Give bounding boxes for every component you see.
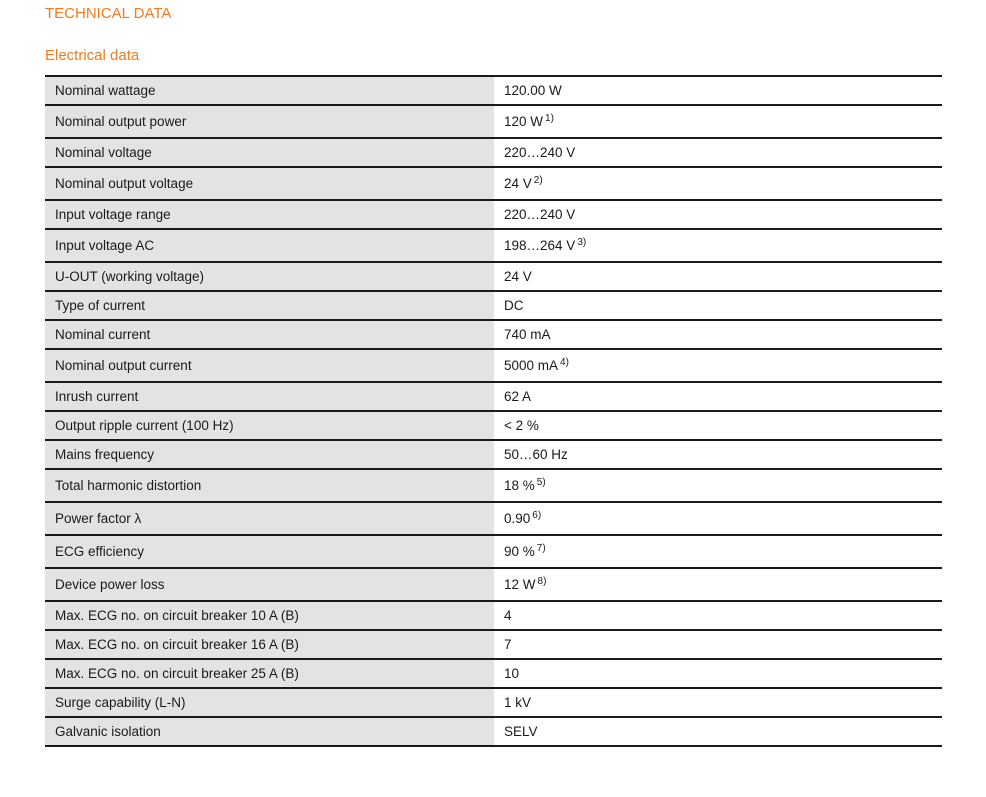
row-value: 0.90 <box>504 511 531 526</box>
footnote-marker: 6) <box>532 510 542 521</box>
row-value: 10 <box>504 666 520 681</box>
table-row <box>45 469 942 502</box>
row-value-cell <box>494 138 942 167</box>
table-row <box>45 138 942 167</box>
document-title: TECHNICAL DATA <box>45 5 172 22</box>
row-label: Nominal output current <box>45 349 494 382</box>
footnote-marker: 7) <box>536 543 546 554</box>
footnote-marker: 3) <box>577 237 587 248</box>
row-value-cell <box>494 502 942 535</box>
table-row <box>45 717 942 746</box>
row-value-cell <box>494 440 942 469</box>
footnote-marker: 4) <box>560 357 569 368</box>
row-value: 220…240 V <box>504 207 576 222</box>
row-value-cell <box>494 200 942 229</box>
row-label: Type of current <box>45 291 494 320</box>
row-value-cell <box>494 717 942 746</box>
table-row <box>45 688 942 717</box>
row-value-cell <box>494 469 942 502</box>
row-value-cell <box>494 411 942 440</box>
row-value-cell <box>494 535 942 568</box>
row-label: Input voltage AC <box>45 229 494 262</box>
row-value: 198…264 V <box>504 238 576 253</box>
row-label: Device power loss <box>45 568 494 601</box>
row-label: Power factor λ <box>45 502 494 535</box>
footnote-marker: 1) <box>545 113 554 124</box>
table-row <box>45 105 942 138</box>
table-row <box>45 411 942 440</box>
row-value-cell <box>494 630 942 659</box>
row-label: Output ripple current (100 Hz) <box>45 411 494 440</box>
row-label: Nominal wattage <box>45 76 494 105</box>
row-value-cell <box>494 688 942 717</box>
row-label: Mains frequency <box>45 440 494 469</box>
row-value: 50…60 Hz <box>504 447 568 462</box>
row-value: 7 <box>504 637 512 652</box>
row-value: 220…240 V <box>504 145 576 160</box>
table-row <box>45 659 942 688</box>
row-value: 5000 mA <box>504 358 559 373</box>
table-row <box>45 320 942 349</box>
row-value: 1 kV <box>504 695 532 710</box>
row-value: 24 V <box>504 176 532 191</box>
row-label: Inrush current <box>45 382 494 411</box>
row-label: ECG efficiency <box>45 535 494 568</box>
table-row <box>45 167 942 200</box>
row-value-cell <box>494 229 942 262</box>
table-row <box>45 630 942 659</box>
row-value-cell <box>494 262 942 291</box>
row-label: U-OUT (working voltage) <box>45 262 494 291</box>
table-row <box>45 229 942 262</box>
row-value: 120.00 W <box>504 83 562 98</box>
table-row <box>45 349 942 382</box>
table-row <box>45 291 942 320</box>
table-row <box>45 382 942 411</box>
table-row <box>45 535 942 568</box>
row-value-cell <box>494 320 942 349</box>
row-value: SELV <box>504 724 538 739</box>
row-value-cell <box>494 76 942 105</box>
row-label: Total harmonic distortion <box>45 469 494 502</box>
row-value-cell <box>494 167 942 200</box>
table-row <box>45 262 942 291</box>
row-value-cell <box>494 659 942 688</box>
row-value: 18 % <box>504 478 535 493</box>
row-value-cell <box>494 568 942 601</box>
row-label: Nominal output voltage <box>45 167 494 200</box>
electrical-data-table <box>45 75 942 747</box>
row-label: Max. ECG no. on circuit breaker 16 A (B) <box>45 630 494 659</box>
row-label: Galvanic isolation <box>45 717 494 746</box>
footnote-marker: 8) <box>537 576 547 587</box>
row-value: 62 A <box>504 389 532 404</box>
table-row <box>45 601 942 630</box>
table-row <box>45 440 942 469</box>
table-row <box>45 568 942 601</box>
row-value-cell <box>494 382 942 411</box>
table-row <box>45 200 942 229</box>
row-value: 740 mA <box>504 327 551 342</box>
row-value: 90 % <box>504 544 535 559</box>
electrical-data-table-body <box>45 76 942 746</box>
row-value: 120 W <box>504 114 544 129</box>
row-label: Input voltage range <box>45 200 494 229</box>
section-title: Electrical data <box>45 47 140 64</box>
row-value: 12 W <box>504 577 536 592</box>
row-value-cell <box>494 105 942 138</box>
row-value: 4 <box>504 608 512 623</box>
row-value-cell <box>494 601 942 630</box>
row-value: DC <box>504 298 524 313</box>
row-label: Nominal output power <box>45 105 494 138</box>
table-row <box>45 502 942 535</box>
row-label: Nominal current <box>45 320 494 349</box>
row-label: Max. ECG no. on circuit breaker 10 A (B) <box>45 601 494 630</box>
row-value: < 2 % <box>504 418 539 433</box>
row-label: Nominal voltage <box>45 138 494 167</box>
row-label: Max. ECG no. on circuit breaker 25 A (B) <box>45 659 494 688</box>
row-value-cell <box>494 291 942 320</box>
footnote-marker: 2) <box>533 175 543 186</box>
table-row <box>45 76 942 105</box>
footnote-marker: 5) <box>536 477 546 488</box>
row-label: Surge capability (L-N) <box>45 688 494 717</box>
row-value: 24 V <box>504 269 532 284</box>
row-value-cell <box>494 349 942 382</box>
